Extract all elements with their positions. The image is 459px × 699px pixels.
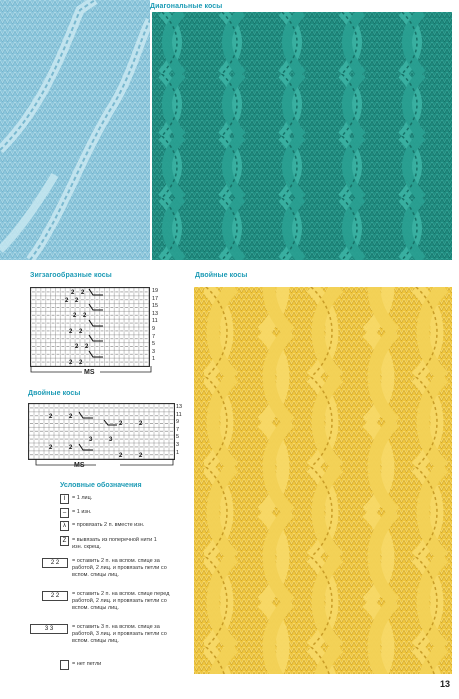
svg-text:2: 2 (83, 313, 87, 319)
legend-purl-text: = 1 изн. (72, 509, 92, 515)
legend-cable3-symbol: 3 3 (30, 624, 68, 634)
double-cable-chart (28, 403, 175, 460)
svg-text:2: 2 (69, 329, 73, 335)
svg-text:2: 2 (69, 445, 73, 451)
legend-cable-back-symbol: 2 2 (42, 558, 68, 568)
zigzag-cables-title: Зигзагообразные косы (30, 272, 112, 279)
svg-text:2: 2 (71, 290, 75, 296)
chart2-row-numbers: 13 11 9 7 5 3 1 (176, 404, 183, 456)
legend-cable3-text: = оставить 3 п. на вспом. спице за работой, 3 лиц. и провязать петли со вспом. спицы лиц. (72, 624, 167, 644)
zigzag-cable-chart (30, 287, 150, 367)
svg-text:2: 2 (49, 445, 53, 451)
legend-title: Условные обозначения (60, 482, 142, 489)
svg-text:2: 2 (139, 421, 143, 427)
legend-no-stitch-text: = нет петли (72, 661, 102, 667)
svg-text:3: 3 (109, 437, 113, 443)
teal-knit-photo (152, 12, 452, 260)
legend-cable-back-text: = оставить 2 п. на вспом. спице за работой, 2 лиц. и провязать петли со вспом. спицы лиц. (72, 558, 167, 578)
double-cables-chart-title: Двойные косы (28, 390, 81, 397)
svg-text:2: 2 (75, 344, 79, 350)
chart1-ms-label: MS (84, 369, 95, 376)
legend-knit-symbol: I (60, 494, 69, 504)
svg-text:2: 2 (139, 453, 143, 459)
legend-cable-front-text: = оставить 2 п. на вспом. спице перед работой, 2 лиц. и провязать петли со вспом. спицы лиц. (72, 591, 170, 611)
svg-text:2: 2 (79, 329, 83, 335)
blue-knit-photo (0, 0, 150, 260)
legend-cable-front-symbol: 2 2 (42, 591, 68, 601)
diagonal-cables-title: Диагональные косы (150, 3, 223, 10)
legend-k2tog-symbol: λ (60, 521, 69, 531)
double-cables-title: Двойные косы (195, 272, 248, 279)
legend-no-stitch-symbol (60, 660, 69, 670)
yellow-knit-photo (194, 287, 452, 674)
svg-text:2: 2 (79, 360, 83, 366)
chart2-ms-label: MS (74, 462, 85, 469)
chart2-ms-bracket (28, 459, 178, 473)
svg-text:2: 2 (69, 360, 73, 366)
chart1-row-numbers: 19 17 15 13 11 9 7 5 3 1 (152, 288, 159, 363)
legend-k2tog-text: = провязать 2 п. вместе изн. (72, 522, 145, 528)
svg-text:2: 2 (73, 313, 77, 319)
svg-text:2: 2 (69, 414, 73, 420)
svg-text:2: 2 (49, 414, 53, 420)
svg-text:2: 2 (81, 290, 85, 296)
svg-text:2: 2 (119, 421, 123, 427)
svg-text:3: 3 (89, 437, 93, 443)
svg-text:2: 2 (119, 453, 123, 459)
legend-inc-text: = вывязать из поперечной нити 1 изн. скрещ. (72, 537, 157, 550)
legend-knit-text: = 1 лиц. (72, 495, 93, 501)
svg-text:2: 2 (75, 298, 79, 304)
svg-text:2: 2 (85, 344, 89, 350)
legend-inc-symbol: Z (60, 536, 69, 546)
page-number: 13 (440, 679, 451, 689)
legend-purl-symbol: – (60, 508, 69, 518)
svg-text:2: 2 (65, 298, 69, 304)
